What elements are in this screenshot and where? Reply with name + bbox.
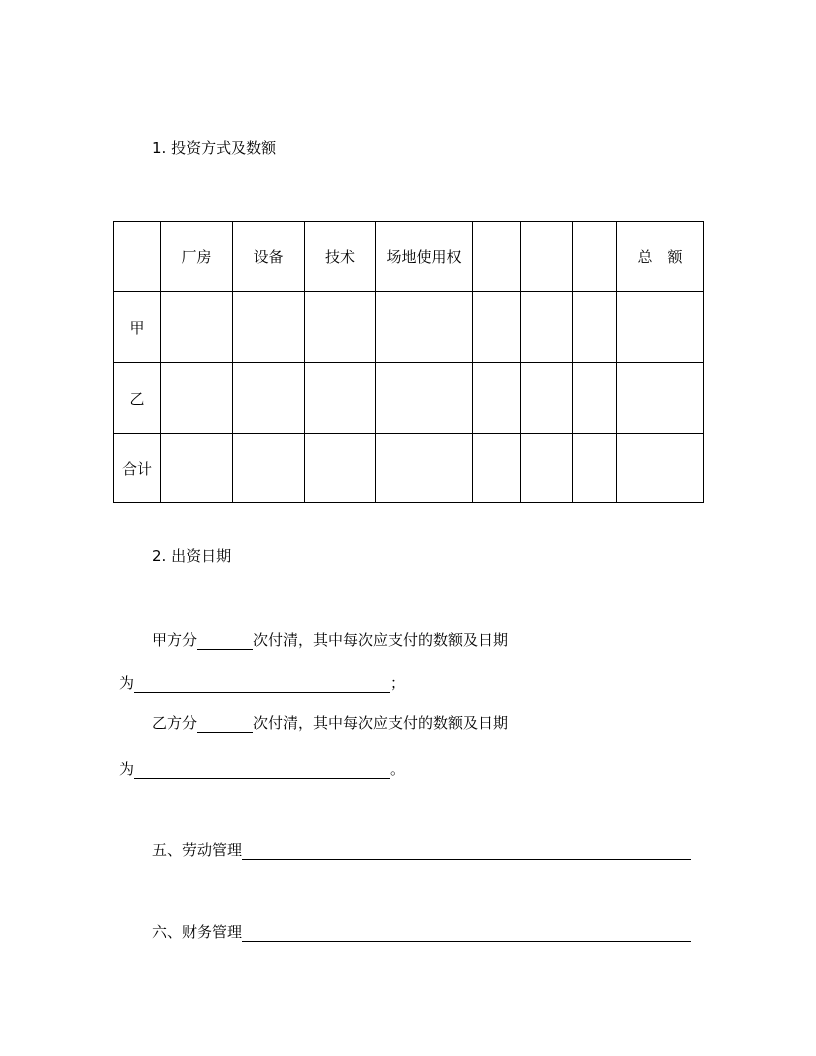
section-6-label: 六、财务管理 [152,923,243,941]
labor-management-blank[interactable] [242,843,691,860]
table-cell[interactable] [573,292,617,363]
party-a-prefix: 甲方分 [152,631,198,649]
header-cell: 设备 [233,222,305,292]
section-5-label: 五、劳动管理 [152,841,243,859]
header-cell: 总 额 [617,222,704,292]
table-cell[interactable] [573,434,617,503]
party-b-line2-end: 。 [390,760,406,778]
table-cell[interactable] [161,363,233,434]
party-a-line2-end: ； [390,674,406,692]
table-cell[interactable] [573,363,617,434]
table-cell[interactable] [233,363,305,434]
table-cell[interactable] [473,363,521,434]
section-5-line [152,839,691,860]
party-a-line-1 [152,629,508,650]
table-cell[interactable] [376,434,473,503]
table-cell[interactable] [305,292,376,363]
header-cell [473,222,521,292]
table-cell[interactable] [376,292,473,363]
table-cell[interactable] [376,363,473,434]
section-2-heading: 2. 出资日期 [152,547,232,565]
party-a-suffix: 次付清，其中每次应支付的数额及日期 [253,631,509,649]
investment-table [113,221,704,503]
table-cell[interactable] [233,292,305,363]
header-cell: 场地使用权 [376,222,473,292]
table-header-row [114,222,704,292]
party-b-suffix: 次付清，其中每次应支付的数额及日期 [253,714,509,732]
party-b-line-1 [152,712,508,733]
table-cell[interactable] [305,434,376,503]
header-cell [114,222,161,292]
table-cell[interactable] [521,292,573,363]
party-b-installments-blank[interactable] [197,716,253,733]
header-cell [521,222,573,292]
party-a-line-2 [119,672,405,693]
header-cell [573,222,617,292]
row-label: 甲 [114,292,161,363]
table-cell[interactable] [161,434,233,503]
table-row [114,292,704,363]
party-a-installments-blank[interactable] [197,633,253,650]
header-cell: 技术 [305,222,376,292]
party-a-schedule-blank[interactable] [134,676,390,693]
party-a-line2-prefix: 为 [119,674,135,692]
table-cell[interactable] [521,434,573,503]
party-b-schedule-blank[interactable] [134,762,390,779]
party-b-prefix: 乙方分 [152,714,198,732]
table-row [114,434,704,503]
table-cell[interactable] [521,363,573,434]
section-6-line [152,921,691,942]
table-cell[interactable] [233,434,305,503]
table-cell[interactable] [617,363,704,434]
table-cell[interactable] [305,363,376,434]
party-b-line-2 [119,758,405,779]
row-label: 乙 [114,363,161,434]
header-cell: 厂房 [161,222,233,292]
section-1-heading: 1. 投资方式及数额 [152,139,277,157]
financial-management-blank[interactable] [242,925,691,942]
table-cell[interactable] [617,434,704,503]
party-b-line2-prefix: 为 [119,760,135,778]
table-row [114,363,704,434]
table-cell[interactable] [617,292,704,363]
table-cell[interactable] [161,292,233,363]
table-cell[interactable] [473,292,521,363]
table-cell[interactable] [473,434,521,503]
row-label: 合计 [114,434,161,503]
